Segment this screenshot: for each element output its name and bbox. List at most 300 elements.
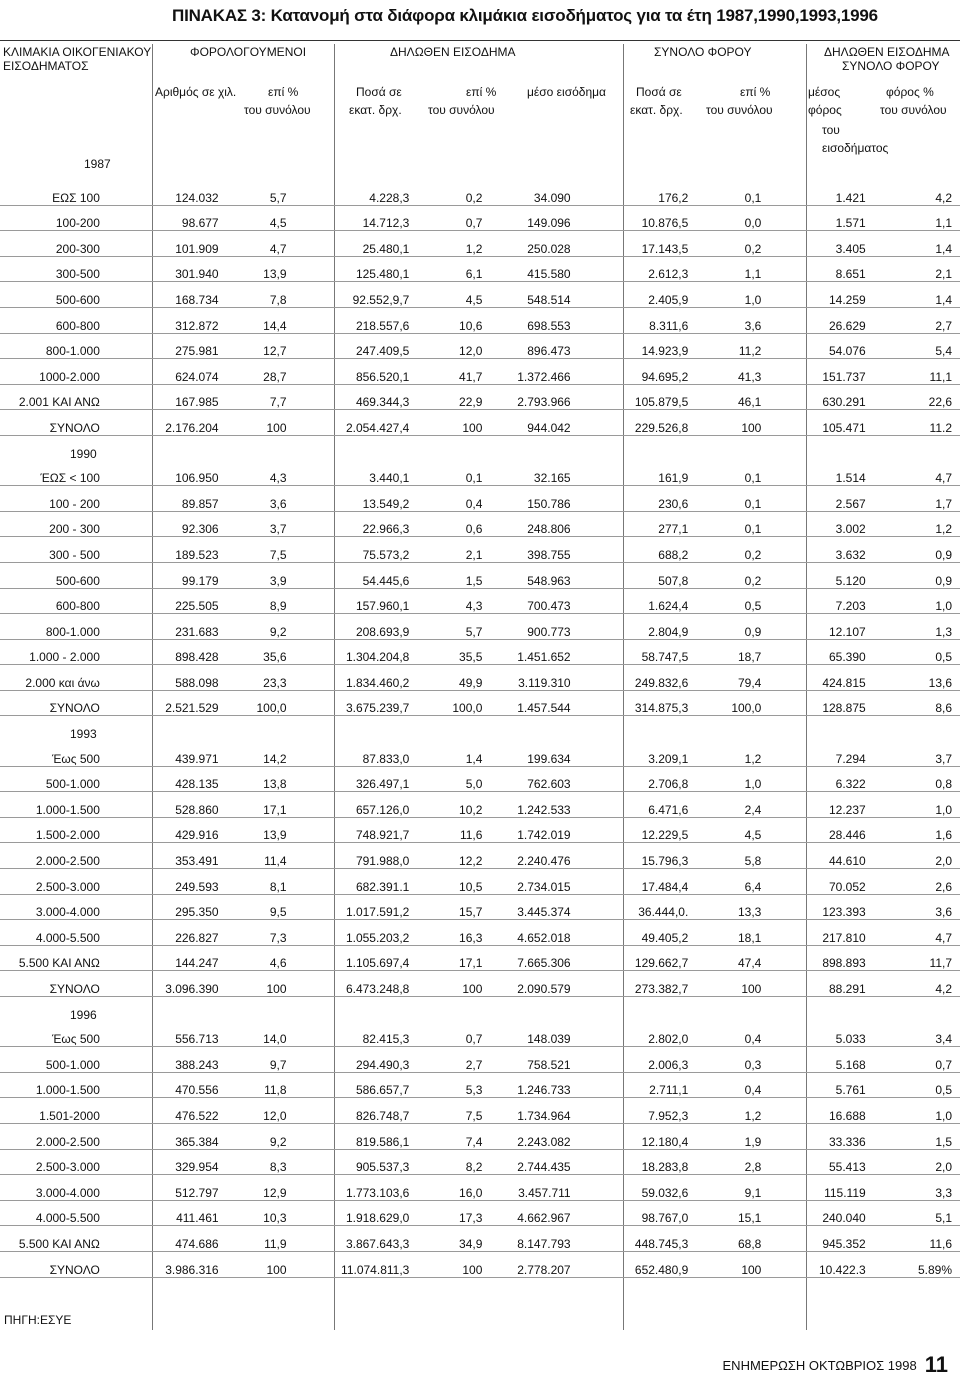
cell: 7,3 bbox=[225, 920, 303, 946]
cell: 11,9 bbox=[225, 1226, 303, 1252]
cell: 748.921,7 bbox=[303, 817, 416, 843]
header-amount2-b: εκατ. δρχ. bbox=[630, 103, 683, 117]
cell: 46,1 bbox=[694, 384, 777, 410]
cell: 54.445,6 bbox=[303, 562, 416, 588]
cell: 1.918.629,0 bbox=[303, 1200, 416, 1226]
cell: 3.002 bbox=[777, 511, 871, 537]
cell: 448.745,3 bbox=[587, 1226, 695, 1252]
cell: 411.461 bbox=[156, 1200, 225, 1226]
cell: 15,1 bbox=[694, 1200, 777, 1226]
cell: 8,2 bbox=[415, 1149, 498, 1175]
cell: 1,4 bbox=[415, 741, 498, 766]
cell: 7,7 bbox=[225, 384, 303, 410]
cell: 34.090 bbox=[498, 180, 586, 205]
cell: 10.876,5 bbox=[587, 205, 695, 231]
cell: 329.954 bbox=[156, 1149, 225, 1175]
cell: 4,5 bbox=[225, 205, 303, 231]
cell: 3.632 bbox=[777, 537, 871, 563]
cell: 1.451.652 bbox=[498, 639, 586, 665]
cell: 2.711,1 bbox=[587, 1072, 695, 1098]
header-tax-pct-b: του συνόλου bbox=[880, 103, 947, 117]
cell: 144.247 bbox=[156, 945, 225, 971]
income-class-cell: 500-1.000 bbox=[0, 766, 156, 792]
cell: 512.797 bbox=[156, 1175, 225, 1201]
year-label: 1993 bbox=[70, 727, 97, 742]
table-row bbox=[0, 333, 960, 359]
cell: 8,3 bbox=[225, 1149, 303, 1175]
header-group-total-tax: ΣΥΝΟΛΟ ΦΟΡΟΥ bbox=[654, 45, 752, 59]
income-class-cell: ΣΥΝΟΛΟ bbox=[0, 410, 156, 436]
income-class-cell: ΣΥΝΟΛΟ bbox=[0, 690, 156, 716]
cell: 226.827 bbox=[156, 920, 225, 946]
cell: 0,2 bbox=[694, 537, 777, 563]
cell: 1.734.964 bbox=[498, 1098, 586, 1124]
cell: 7.203 bbox=[777, 588, 871, 614]
cell: 556.713 bbox=[156, 1022, 225, 1047]
cell: 905.537,3 bbox=[303, 1149, 416, 1175]
cell: 10,2 bbox=[415, 792, 498, 818]
header-avg-tax-b: φόρος bbox=[808, 103, 842, 117]
cell: 294.490,3 bbox=[303, 1047, 416, 1073]
cell: 36.444,0. bbox=[587, 894, 695, 920]
cell: 58.747,5 bbox=[587, 639, 695, 665]
cell: 0,9 bbox=[694, 614, 777, 640]
table-row bbox=[0, 1175, 960, 1201]
cell: 0,5 bbox=[872, 1072, 960, 1098]
cell: 13.549,2 bbox=[303, 486, 416, 512]
cell: 10.422.3 bbox=[777, 1251, 871, 1277]
cell: 0,6 bbox=[415, 511, 498, 537]
cell: 2.706,8 bbox=[587, 766, 695, 792]
table-row bbox=[0, 461, 960, 486]
cell: 7,5 bbox=[225, 537, 303, 563]
cell: 314.875,3 bbox=[587, 690, 695, 716]
cell: 92.306 bbox=[156, 511, 225, 537]
cell: 0,1 bbox=[694, 180, 777, 205]
cell: 0,7 bbox=[415, 205, 498, 231]
cell: 826.748,7 bbox=[303, 1098, 416, 1124]
header-avg-income: μέσο εισόδημα bbox=[527, 85, 606, 99]
cell: 249.832,6 bbox=[587, 665, 695, 691]
cell: 1,1 bbox=[694, 256, 777, 282]
cell: 2.405,9 bbox=[587, 282, 695, 308]
table-row bbox=[0, 817, 960, 843]
cell: 945.352 bbox=[777, 1226, 871, 1252]
cell: 35,5 bbox=[415, 639, 498, 665]
income-class-cell: 600-800 bbox=[0, 588, 156, 614]
total-row bbox=[0, 1251, 960, 1277]
cell: 5,7 bbox=[415, 614, 498, 640]
cell: 652.480,9 bbox=[587, 1251, 695, 1277]
cell: 4.652.018 bbox=[498, 920, 586, 946]
cell: 5,8 bbox=[694, 843, 777, 869]
cell: 0,9 bbox=[872, 562, 960, 588]
income-distribution-table bbox=[0, 180, 960, 1278]
cell: 2,8 bbox=[694, 1149, 777, 1175]
cell: 33.336 bbox=[777, 1123, 871, 1149]
cell: 398.755 bbox=[498, 537, 586, 563]
cell: 0,4 bbox=[415, 486, 498, 512]
cell: 208.693,9 bbox=[303, 614, 416, 640]
cell: 700.473 bbox=[498, 588, 586, 614]
cell: 22,9 bbox=[415, 384, 498, 410]
cell: 26.629 bbox=[777, 307, 871, 333]
cell: 2,7 bbox=[872, 307, 960, 333]
cell: 128.875 bbox=[777, 690, 871, 716]
total-row bbox=[0, 971, 960, 997]
cell: 3.457.711 bbox=[498, 1175, 586, 1201]
cell: 8,6 bbox=[872, 690, 960, 716]
cell: 0,7 bbox=[872, 1047, 960, 1073]
cell: 0,5 bbox=[872, 639, 960, 665]
cell: 586.657,7 bbox=[303, 1072, 416, 1098]
cell: 11,2 bbox=[694, 333, 777, 359]
income-class-cell: 5.500 ΚΑΙ ΑΝΩ bbox=[0, 945, 156, 971]
cell: 3,3 bbox=[872, 1175, 960, 1201]
cell: 470.556 bbox=[156, 1072, 225, 1098]
table-row bbox=[0, 1149, 960, 1175]
cell: 2.240.476 bbox=[498, 843, 586, 869]
table-row bbox=[0, 384, 960, 410]
cell: 5,7 bbox=[225, 180, 303, 205]
cell: 9,2 bbox=[225, 614, 303, 640]
cell: 100 bbox=[694, 971, 777, 997]
cell: 1.571 bbox=[777, 205, 871, 231]
cell: 3.405 bbox=[777, 231, 871, 257]
income-class-cell: 3.000-4.000 bbox=[0, 894, 156, 920]
cell: 0,1 bbox=[694, 511, 777, 537]
cell: 0,2 bbox=[694, 562, 777, 588]
table-row bbox=[0, 180, 960, 205]
cell: 123.393 bbox=[777, 894, 871, 920]
cell: 100 bbox=[225, 410, 303, 436]
cell: 1.742.019 bbox=[498, 817, 586, 843]
year-row bbox=[0, 435, 960, 460]
cell: 9,7 bbox=[225, 1047, 303, 1073]
table-row bbox=[0, 282, 960, 308]
cell: 3.096.390 bbox=[156, 971, 225, 997]
cell: 944.042 bbox=[498, 410, 586, 436]
cell: 429.916 bbox=[156, 817, 225, 843]
cell: 1,6 bbox=[872, 817, 960, 843]
cell: 12,7 bbox=[225, 333, 303, 359]
cell: 12,0 bbox=[415, 333, 498, 359]
cell: 277,1 bbox=[587, 511, 695, 537]
cell: 353.491 bbox=[156, 843, 225, 869]
cell: 1.242.533 bbox=[498, 792, 586, 818]
cell: 125.480,1 bbox=[303, 256, 416, 282]
cell: 896.473 bbox=[498, 333, 586, 359]
cell: 59.032,6 bbox=[587, 1175, 695, 1201]
header-top-rule bbox=[0, 40, 960, 41]
income-class-cell: ΣΥΝΟΛΟ bbox=[0, 971, 156, 997]
table-row bbox=[0, 894, 960, 920]
table-body bbox=[0, 180, 960, 1277]
cell: 0,0 bbox=[694, 205, 777, 231]
cell: 0,9 bbox=[872, 537, 960, 563]
cell: 16,3 bbox=[415, 920, 498, 946]
income-class-cell: 300 - 500 bbox=[0, 537, 156, 563]
cell: 89.857 bbox=[156, 486, 225, 512]
cell: 44.610 bbox=[777, 843, 871, 869]
cell: 11,6 bbox=[872, 1226, 960, 1252]
cell: 12.229,5 bbox=[587, 817, 695, 843]
cell: 28.446 bbox=[777, 817, 871, 843]
cell: 3.119.310 bbox=[498, 665, 586, 691]
table-row bbox=[0, 869, 960, 895]
cell: 5.168 bbox=[777, 1047, 871, 1073]
cell: 2,1 bbox=[415, 537, 498, 563]
cell: 8.147.793 bbox=[498, 1226, 586, 1252]
header-pct3-b: του συνόλου bbox=[706, 103, 773, 117]
cell: 70.052 bbox=[777, 869, 871, 895]
cell: 79,4 bbox=[694, 665, 777, 691]
table-row bbox=[0, 562, 960, 588]
income-class-cell: 2.000 και άνω bbox=[0, 665, 156, 691]
cell: 129.662,7 bbox=[587, 945, 695, 971]
cell: 1,4 bbox=[872, 231, 960, 257]
cell: 1,2 bbox=[415, 231, 498, 257]
cell: 275.981 bbox=[156, 333, 225, 359]
source-note: ΠΗΓΗ:ΕΣΥΕ bbox=[4, 1313, 72, 1327]
cell: 5,1 bbox=[872, 1200, 960, 1226]
cell: 7,4 bbox=[415, 1123, 498, 1149]
cell: 10,5 bbox=[415, 869, 498, 895]
income-class-cell: 2.500-3.000 bbox=[0, 869, 156, 895]
cell: 11,1 bbox=[872, 359, 960, 385]
cell: 2.612,3 bbox=[587, 256, 695, 282]
cell: 167.985 bbox=[156, 384, 225, 410]
cell: 1,4 bbox=[872, 282, 960, 308]
cell: 2.778.207 bbox=[498, 1251, 586, 1277]
cell: 11,8 bbox=[225, 1072, 303, 1098]
cell: 1.304.204,8 bbox=[303, 639, 416, 665]
year-row bbox=[0, 997, 960, 1022]
cell: 13,6 bbox=[872, 665, 960, 691]
header-group-ratio-line1: ΔΗΛΩΘΕΝ ΕΙΣΟΔΗΜΑ bbox=[824, 45, 950, 59]
income-class-cell: 4.000-5.500 bbox=[0, 1200, 156, 1226]
cell: 424.815 bbox=[777, 665, 871, 691]
cell: 415.580 bbox=[498, 256, 586, 282]
cell: 3.675.239,7 bbox=[303, 690, 416, 716]
cell: 11.074.811,3 bbox=[303, 1251, 416, 1277]
table-row bbox=[0, 1123, 960, 1149]
income-class-cell: 1.500-2.000 bbox=[0, 817, 156, 843]
cell: 100 bbox=[415, 971, 498, 997]
cell: 2.176.204 bbox=[156, 410, 225, 436]
table-row bbox=[0, 1072, 960, 1098]
year-label-1987: 1987 bbox=[84, 157, 111, 171]
header-avg-tax-a: μέσος bbox=[808, 85, 841, 99]
cell: 1.017.591,2 bbox=[303, 894, 416, 920]
cell: 1.421 bbox=[777, 180, 871, 205]
cell: 4,6 bbox=[225, 945, 303, 971]
income-class-cell: ΈΩΣ < 100 bbox=[0, 461, 156, 486]
cell: 1,9 bbox=[694, 1123, 777, 1149]
page-number: 11 bbox=[924, 1352, 948, 1377]
cell: 98.677 bbox=[156, 205, 225, 231]
cell: 106.950 bbox=[156, 461, 225, 486]
cell: 3,4 bbox=[872, 1022, 960, 1047]
cell: 157.960,1 bbox=[303, 588, 416, 614]
cell: 2.090.579 bbox=[498, 971, 586, 997]
year-label: 1996 bbox=[70, 1007, 97, 1022]
cell: 1,1 bbox=[872, 205, 960, 231]
table-row bbox=[0, 665, 960, 691]
cell: 6.473.248,8 bbox=[303, 971, 416, 997]
cell: 1,0 bbox=[872, 792, 960, 818]
table-row bbox=[0, 741, 960, 766]
cell: 1.372.466 bbox=[498, 359, 586, 385]
income-class-cell: 2.001 ΚΑΙ ΑΝΩ bbox=[0, 384, 156, 410]
cell: 17,1 bbox=[415, 945, 498, 971]
income-class-cell: 200-300 bbox=[0, 231, 156, 257]
cell: 1,2 bbox=[694, 741, 777, 766]
cell: 151.737 bbox=[777, 359, 871, 385]
cell: 98.767,0 bbox=[587, 1200, 695, 1226]
cell: 1.457.544 bbox=[498, 690, 586, 716]
cell: 698.553 bbox=[498, 307, 586, 333]
table-row bbox=[0, 1200, 960, 1226]
cell: 11,6 bbox=[415, 817, 498, 843]
cell: 588.098 bbox=[156, 665, 225, 691]
table-row bbox=[0, 614, 960, 640]
cell: 1.246.733 bbox=[498, 1072, 586, 1098]
header-group-declared-income: ΔΗΛΩΘΕΝ ΕΙΣΟΔΗΜΑ bbox=[390, 45, 516, 59]
cell: 273.382,7 bbox=[587, 971, 695, 997]
cell: 7,8 bbox=[225, 282, 303, 308]
cell: 0,1 bbox=[694, 486, 777, 512]
cell: 2.793.966 bbox=[498, 384, 586, 410]
cell: 4,7 bbox=[872, 461, 960, 486]
cell: 17.484,4 bbox=[587, 869, 695, 895]
cell: 28,7 bbox=[225, 359, 303, 385]
cell: 18,7 bbox=[694, 639, 777, 665]
cell: 3,6 bbox=[872, 894, 960, 920]
header-amount1-b: εκατ. δρχ. bbox=[349, 103, 402, 117]
cell: 23,3 bbox=[225, 665, 303, 691]
cell: 6.471,6 bbox=[587, 792, 695, 818]
cell: 548.963 bbox=[498, 562, 586, 588]
header-pct2-a: επί % bbox=[466, 85, 497, 99]
header-pct1-b: του συνόλου bbox=[244, 103, 311, 117]
table-row bbox=[0, 792, 960, 818]
cell: 17.143,5 bbox=[587, 231, 695, 257]
cell: 1,0 bbox=[872, 588, 960, 614]
cell: 2,4 bbox=[694, 792, 777, 818]
cell: 5.761 bbox=[777, 1072, 871, 1098]
cell: 762.603 bbox=[498, 766, 586, 792]
cell: 1,0 bbox=[694, 282, 777, 308]
cell: 1.514 bbox=[777, 461, 871, 486]
income-class-cell: 2.000-2.500 bbox=[0, 843, 156, 869]
cell: 898.893 bbox=[777, 945, 871, 971]
header-avg-tax-d: εισοδήματος bbox=[822, 141, 889, 155]
cell: 1,5 bbox=[872, 1123, 960, 1149]
header-amount2-a: Ποσά σε bbox=[636, 85, 682, 99]
cell: 13,9 bbox=[225, 817, 303, 843]
cell: 0,1 bbox=[694, 461, 777, 486]
cell: 0,1 bbox=[415, 461, 498, 486]
cell: 12.107 bbox=[777, 614, 871, 640]
income-class-cell: Έως 500 bbox=[0, 1022, 156, 1047]
cell: 100,0 bbox=[415, 690, 498, 716]
cell: 68,8 bbox=[694, 1226, 777, 1252]
cell: 92.552,9,7 bbox=[303, 282, 416, 308]
income-class-cell: 500-1.000 bbox=[0, 1047, 156, 1073]
cell: 149.096 bbox=[498, 205, 586, 231]
cell: 10,3 bbox=[225, 1200, 303, 1226]
cell: 100 bbox=[415, 410, 498, 436]
cell: 161,9 bbox=[587, 461, 695, 486]
table-row bbox=[0, 1226, 960, 1252]
cell: 100 bbox=[694, 1251, 777, 1277]
cell: 0,4 bbox=[694, 1072, 777, 1098]
cell: 2.804,9 bbox=[587, 614, 695, 640]
cell: 1.055.203,2 bbox=[303, 920, 416, 946]
cell: 4,3 bbox=[415, 588, 498, 614]
cell: 900.773 bbox=[498, 614, 586, 640]
cell: 3,7 bbox=[225, 511, 303, 537]
table-row bbox=[0, 639, 960, 665]
cell: 17,3 bbox=[415, 1200, 498, 1226]
cell: 1,0 bbox=[694, 766, 777, 792]
cell: 1,5 bbox=[415, 562, 498, 588]
table-row bbox=[0, 588, 960, 614]
cell: 15.796,3 bbox=[587, 843, 695, 869]
cell: 34,9 bbox=[415, 1226, 498, 1252]
income-class-cell: 800-1.000 bbox=[0, 333, 156, 359]
income-class-cell: 1000-2.000 bbox=[0, 359, 156, 385]
cell: 0,7 bbox=[415, 1022, 498, 1047]
cell: 12.180,4 bbox=[587, 1123, 695, 1149]
cell: 1,3 bbox=[872, 614, 960, 640]
cell: 0,5 bbox=[694, 588, 777, 614]
cell: 819.586,1 bbox=[303, 1123, 416, 1149]
cell: 189.523 bbox=[156, 537, 225, 563]
cell: 47,4 bbox=[694, 945, 777, 971]
cell: 6.322 bbox=[777, 766, 871, 792]
year-label: 1990 bbox=[70, 446, 97, 461]
cell: 1,0 bbox=[872, 1098, 960, 1124]
cell: 168.734 bbox=[156, 282, 225, 308]
cell: 3.867.643,3 bbox=[303, 1226, 416, 1252]
cell: 11.2 bbox=[872, 410, 960, 436]
table-row bbox=[0, 205, 960, 231]
cell: 7.294 bbox=[777, 741, 871, 766]
cell: 8,1 bbox=[225, 869, 303, 895]
cell: 2.567 bbox=[777, 486, 871, 512]
cell: 18,1 bbox=[694, 920, 777, 946]
header-amount1-a: Ποσά σε bbox=[356, 85, 402, 99]
table-row bbox=[0, 256, 960, 282]
cell: 217.810 bbox=[777, 920, 871, 946]
cell: 49,9 bbox=[415, 665, 498, 691]
cell: 7,5 bbox=[415, 1098, 498, 1124]
header-tax-pct-a: φόρος % bbox=[886, 85, 934, 99]
cell: 8.311,6 bbox=[587, 307, 695, 333]
cell: 4,2 bbox=[872, 971, 960, 997]
cell: 14,0 bbox=[225, 1022, 303, 1047]
cell: 230,6 bbox=[587, 486, 695, 512]
cell: 1,2 bbox=[872, 511, 960, 537]
cell: 1.105.697,4 bbox=[303, 945, 416, 971]
cell: 4,5 bbox=[415, 282, 498, 308]
cell: 3,6 bbox=[225, 486, 303, 512]
table-row bbox=[0, 307, 960, 333]
income-class-cell: 300-500 bbox=[0, 256, 156, 282]
income-class-cell: 3.000-4.000 bbox=[0, 1175, 156, 1201]
